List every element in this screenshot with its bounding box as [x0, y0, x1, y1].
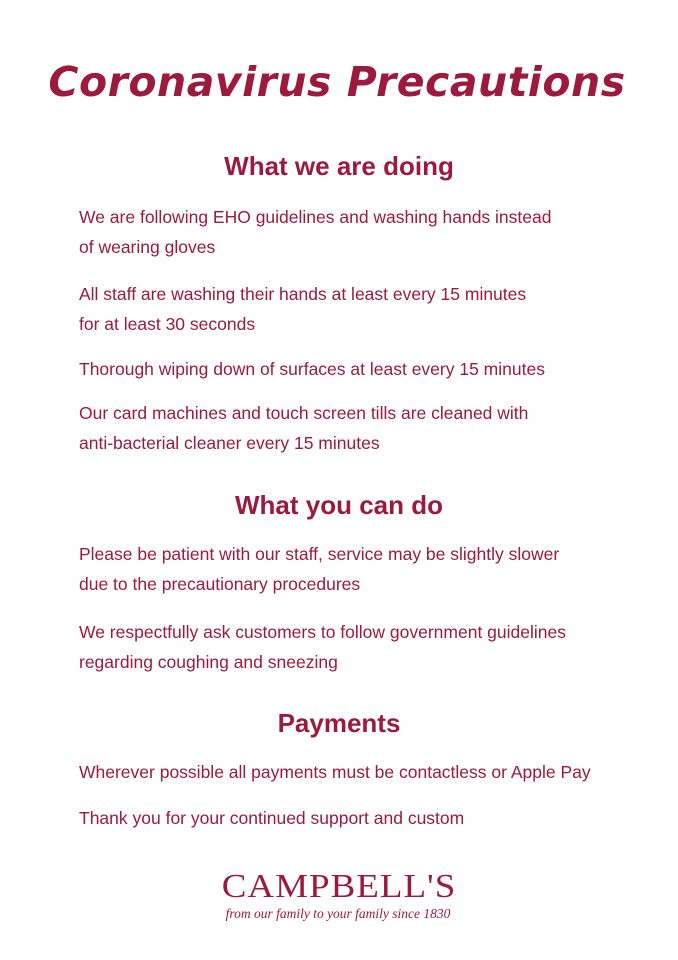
text-line: All staff are washing their hands at least every 15 minutes — [79, 284, 527, 304]
request-item — [79, 539, 659, 599]
text-line: Wherever possible all payments must be contactless or Apple Pay — [79, 762, 591, 782]
precaution-item — [79, 202, 659, 262]
payment-item — [79, 757, 659, 787]
text-line: We respectfully ask customers to follow government guidelines — [79, 622, 566, 642]
precaution-item — [79, 354, 659, 384]
text-line: Thorough wiping down of surfaces at least every 15 minutes — [79, 359, 545, 379]
logo-wordmark: CAMPBELL'S — [221, 867, 457, 906]
text-line: anti-bacterial cleaner every 15 minutes — [79, 433, 380, 453]
text-line: regarding coughing and sneezing — [79, 652, 338, 672]
precaution-item — [79, 398, 659, 458]
text-line: Thank you for your continued support and custom — [79, 808, 465, 828]
thank-you-message — [79, 803, 659, 833]
precaution-item — [79, 279, 659, 339]
section-heading-payments: Payments — [277, 708, 401, 738]
campbells-logo — [0, 868, 678, 922]
request-item — [79, 617, 659, 677]
text-line: for at least 30 seconds — [79, 314, 256, 334]
section-heading-what-we-are-doing: What we are doing — [224, 151, 454, 181]
text-line: due to the precautionary procedures — [79, 574, 361, 594]
text-line: Please be patient with our staff, service may be slightly slower — [79, 544, 560, 564]
text-line: of wearing gloves — [79, 237, 216, 257]
text-line: We are following EHO guidelines and washing hands instead — [79, 207, 552, 227]
logo-tagline: from our family to your family since 1830 — [225, 906, 451, 921]
text-line: Our card machines and touch screen tills are cleaned with — [79, 403, 529, 423]
section-heading-what-you-can-do: What you can do — [235, 490, 443, 520]
page-title: Coronavirus Precautions — [48, 58, 626, 106]
